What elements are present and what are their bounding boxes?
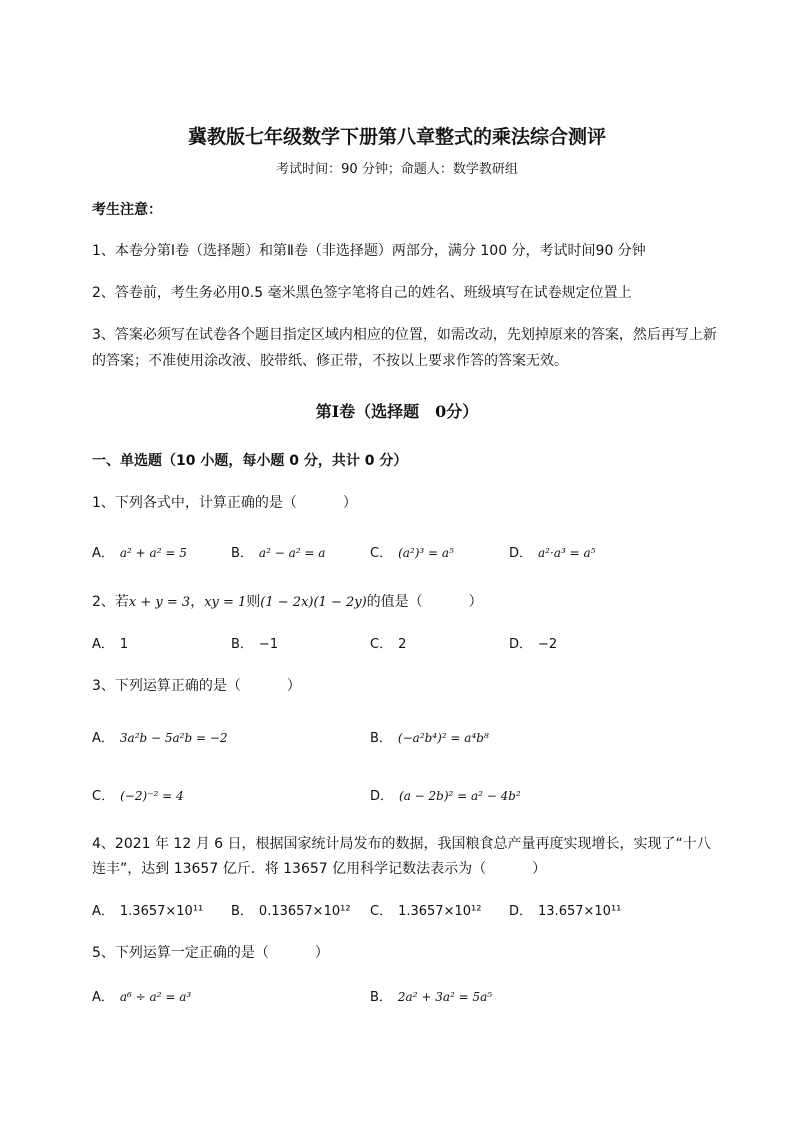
option-expr: a⁶ ÷ a² = a³ <box>119 990 192 1004</box>
question-2-option-a[interactable] <box>92 636 128 654</box>
question-2-math-3: (1 − 2x)(1 − 2y) <box>260 595 367 610</box>
question-1-option-c[interactable] <box>370 544 454 563</box>
option-label: B． <box>231 546 253 561</box>
question-2-option-b[interactable] <box>231 636 278 654</box>
question-1-paren-close: ） <box>342 495 357 511</box>
option-label: C． <box>370 546 393 561</box>
question-2-math-1: x + y = 3 <box>128 595 191 610</box>
option-expr: 13.657×10¹¹ <box>538 904 622 919</box>
question-4-paren-close: ） <box>532 861 547 877</box>
question-4-text-line2: 连丰”，达到 13657 亿斤．将 13657 亿用科学记数法表示为（ <box>92 861 487 877</box>
option-label: D． <box>509 637 533 652</box>
question-4-option-b[interactable] <box>231 903 351 921</box>
option-label: C． <box>370 904 393 919</box>
part-heading: 一、单选题（10 小题，每小题 0 分，共计 0 分） <box>92 453 408 469</box>
option-label: A． <box>92 546 114 561</box>
option-expr: 1 <box>119 637 129 652</box>
exam-subtitle: 考试时间：90 分钟；命题人：数学教研组 <box>276 162 518 177</box>
notice-item-2: 2、答卷前，考生务必用0.5 毫米黑色签字笔将自己的姓名、班级填写在试卷规定位置上 <box>92 285 632 301</box>
section-title: 第Ⅰ卷（选择题 0分） <box>315 402 479 421</box>
notice-item-3-cont: 的答案；不准使用涂改液、胶带纸、修正带，不按以上要求作答的答案无效。 <box>92 353 568 369</box>
question-1-text: 1、下列各式中，计算正确的是（ <box>92 495 297 511</box>
question-3-option-a[interactable] <box>92 729 228 748</box>
option-label: C． <box>92 789 115 804</box>
question-2-text-pre: 2、若 <box>92 594 129 610</box>
option-label: B． <box>370 990 392 1005</box>
question-2-text-mid: 则 <box>246 594 261 610</box>
notice-item-3: 3、答案必须写在试卷各个题目指定区域内相应的位置，如需改动，先划掉原来的答案，然后再写上新 <box>92 327 717 343</box>
option-label: A． <box>92 637 114 652</box>
question-4-option-a[interactable] <box>92 903 203 921</box>
question-2-sep: ， <box>190 594 205 610</box>
option-expr: 2 <box>398 637 407 652</box>
option-expr: 0.13657×10¹² <box>258 904 351 919</box>
question-5-paren-close: ） <box>314 945 329 961</box>
question-5-text: 5、下列运算一定正确的是（ <box>92 945 269 961</box>
option-label: A． <box>92 904 114 919</box>
question-3-paren-close: ） <box>286 678 301 694</box>
notice-item-1: 1、本卷分第Ⅰ卷（选择题）和第Ⅱ卷（非选择题）两部分，满分 100 分，考试时间90 分钟 <box>92 243 646 259</box>
option-expr: (a²)³ = a⁵ <box>398 546 454 560</box>
option-expr: (−2)⁻² = 4 <box>120 789 184 803</box>
question-3-option-b[interactable] <box>370 729 489 748</box>
option-label: D． <box>509 904 533 919</box>
option-expr: −1 <box>258 637 279 652</box>
exam-title: 冀教版七年级数学下册第八章整式的乘法综合测评 <box>187 126 606 148</box>
option-expr: −2 <box>538 637 558 652</box>
option-expr: 1.3657×10¹¹ <box>119 904 204 919</box>
option-expr: 3a²b − 5a²b = −2 <box>119 731 228 745</box>
question-4-stem: 4、2021 年 12 月 6 日，根据国家统计局发布的数据，我国粮食总产量再度实现增长，实现了“十八 <box>92 836 711 852</box>
question-5-stem <box>92 944 329 962</box>
option-label: B． <box>231 904 253 919</box>
question-4-option-c[interactable] <box>370 903 481 921</box>
question-4-stem-line2 <box>92 860 546 878</box>
question-1-option-b[interactable] <box>231 544 325 563</box>
question-2-stem <box>92 593 483 612</box>
option-label: A． <box>92 731 114 746</box>
option-expr: 1.3657×10¹² <box>398 904 482 919</box>
option-expr: a² − a² = a <box>258 546 326 560</box>
option-expr: a² + a² = 5 <box>119 546 187 560</box>
question-2-math-2: xy = 1 <box>204 595 247 610</box>
question-5-option-a[interactable] <box>92 988 191 1007</box>
option-label: B． <box>370 731 392 746</box>
option-label: D． <box>509 546 533 561</box>
question-2-option-c[interactable] <box>370 636 406 654</box>
option-label: A． <box>92 990 114 1005</box>
option-label: D． <box>370 789 394 804</box>
question-1-option-d[interactable] <box>509 544 595 563</box>
option-expr: (−a²b⁴)² = a⁴b⁸ <box>397 731 489 745</box>
question-3-text: 3、下列运算正确的是（ <box>92 678 241 694</box>
question-3-option-c[interactable] <box>92 787 184 806</box>
question-4-option-d[interactable] <box>509 903 621 921</box>
question-1-stem <box>92 494 357 512</box>
option-expr: a²·a³ = a⁵ <box>538 546 596 560</box>
question-5-option-b[interactable] <box>370 988 492 1007</box>
question-3-stem <box>92 677 301 695</box>
question-1-option-a[interactable] <box>92 544 187 563</box>
option-label: C． <box>370 637 393 652</box>
option-label: B． <box>231 637 253 652</box>
question-2-text-post: 的值是（ <box>366 594 423 610</box>
notice-heading: 考生注意： <box>92 202 162 218</box>
question-2-option-d[interactable] <box>509 636 557 654</box>
question-3-option-d[interactable] <box>370 787 521 806</box>
option-expr: 2a² + 3a² = 5a⁵ <box>397 990 493 1004</box>
option-expr: (a − 2b)² = a² − 4b² <box>399 789 521 803</box>
question-2-paren-close: ） <box>468 594 483 610</box>
